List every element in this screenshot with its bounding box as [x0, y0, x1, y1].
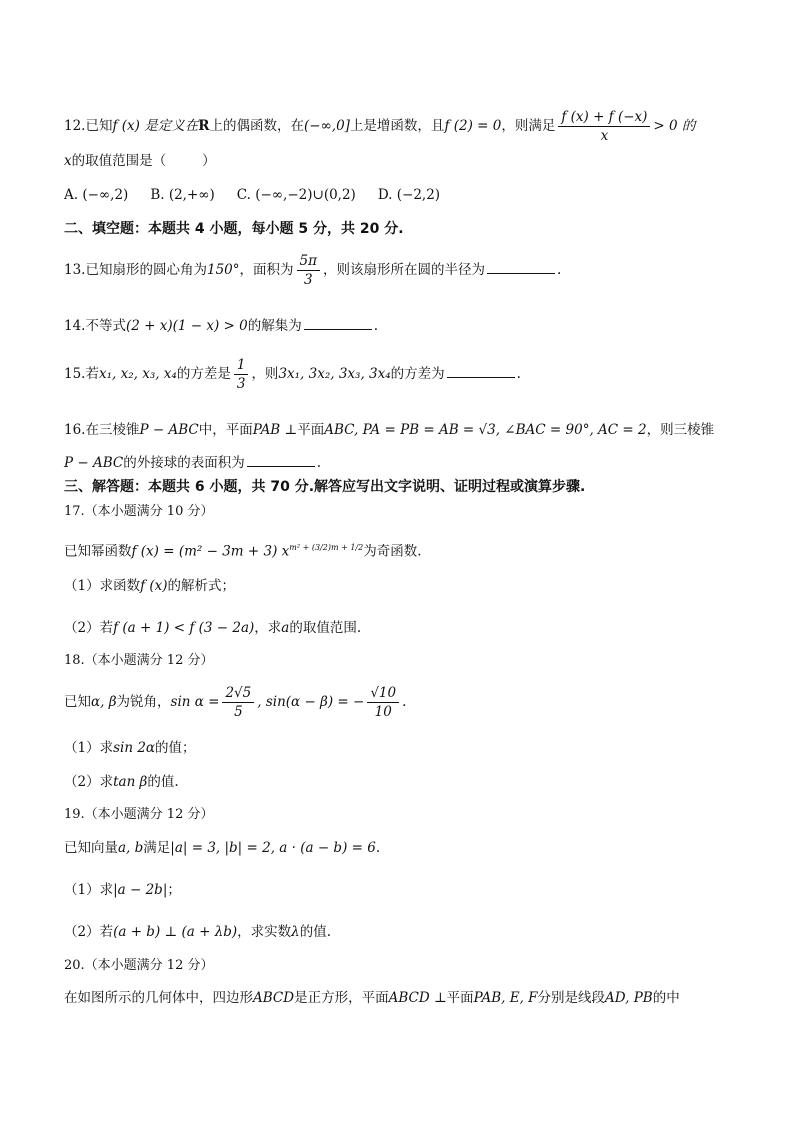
q16-text: 16.在三棱锥 — [64, 422, 140, 438]
q19-text: ； — [167, 882, 181, 898]
q17-text: 已知幂函数 — [64, 543, 132, 560]
q18-fraction-1 — [222, 684, 254, 721]
q12-math: x — [64, 153, 72, 169]
q17-text: （2）若 — [64, 620, 114, 636]
question-17-title: 17.（本小题满分 10 分） — [64, 504, 214, 519]
q16-math: P − ABC — [64, 455, 124, 471]
q17-text: 为奇函数. — [363, 543, 422, 560]
q16-math: ABC, PA = PB = AB = √3, ∠BAC = 90°, AC = 2 — [324, 422, 647, 438]
q12-text: ） — [202, 153, 216, 169]
q20-text: 平面 — [446, 990, 474, 1006]
q14-text: 的解集为 — [247, 318, 302, 334]
q18-text: （1）求 — [64, 740, 114, 756]
q13-text: ，则该扇形所在圆的半径为 — [322, 262, 485, 278]
q19-text: （1）求 — [64, 882, 114, 898]
section-3-heading: 三、解答题：本题共 6 小题，共 70 分.解答应写出文字说明、证明过程或演算步骤. — [64, 479, 586, 495]
q12-text: ，则满足 — [501, 118, 556, 134]
q18-text: 的值； — [155, 740, 196, 756]
q16-text: ，则三棱锥 — [646, 422, 715, 438]
q18-text: . — [402, 694, 407, 710]
q18-text: 已知 — [64, 694, 91, 710]
q18-math: sin α = — [170, 694, 220, 710]
q18-text: 为锐角， — [116, 694, 171, 710]
question-20-stem — [64, 988, 732, 1008]
q15-text: 15.若 — [64, 366, 99, 382]
fraction-numerator: 1 — [234, 356, 249, 375]
question-19-title: 19.（本小题满分 12 分） — [64, 807, 214, 822]
q15-text: 的方差为 — [390, 366, 445, 382]
q17-text: ，求 — [254, 620, 282, 636]
q20-math: ABCD ⊥ — [388, 990, 447, 1006]
q20-text: 的中 — [652, 990, 680, 1006]
q16-text: 中，平面 — [198, 422, 253, 438]
q12-math: f (x) 是定义在 — [112, 118, 199, 134]
fraction-denominator: x — [600, 128, 609, 144]
q19-math: |a − 2b| — [113, 882, 168, 898]
question-12-line-1 — [64, 108, 732, 148]
question-19-part-1 — [64, 880, 732, 900]
answer-blank — [247, 452, 315, 467]
fraction-numerator: 5π — [297, 252, 320, 271]
fraction-denominator: 5 — [234, 704, 243, 720]
q15-text: ，则 — [251, 366, 279, 382]
q16-text: 的外接球的表面积为 — [123, 455, 245, 471]
q18-math: tan β — [113, 774, 148, 790]
q17-math: a — [281, 620, 290, 636]
q19-math: (a + b) ⊥ (a + λb) — [113, 924, 238, 940]
question-18-part-2 — [64, 772, 732, 792]
question-16-line-1 — [64, 420, 732, 440]
answer-blank — [447, 363, 515, 378]
q16-math: P − ABC — [139, 422, 199, 438]
q19-math: |a| = 3, |b| = 2, a · (a − b) = 6 — [170, 840, 376, 856]
q15-text: . — [516, 366, 521, 382]
q19-text: . — [375, 840, 381, 856]
question-13 — [64, 252, 732, 289]
q12-math-r: R — [198, 118, 210, 134]
question-19-stem — [64, 838, 732, 858]
q19-text: 的值. — [299, 924, 332, 940]
q20-text: 分别是线段 — [537, 990, 606, 1006]
fraction-denominator: 3 — [236, 376, 246, 392]
question-15 — [64, 356, 732, 393]
q12-text: 的取值范围是（ — [71, 153, 167, 169]
q17-text: 的取值范围. — [289, 620, 362, 636]
q14-text: . — [373, 318, 379, 334]
q15-math: x₁, x₂, x₃, x₄ — [98, 366, 177, 382]
q18-text: （2）求 — [64, 774, 114, 790]
section-2-heading: 二、填空题：本题共 4 小题，每小题 5 分，共 20 分. — [64, 221, 404, 237]
question-19-part-2 — [64, 922, 732, 942]
answer-blank — [487, 259, 555, 274]
question-18-title: 18.（本小题满分 12 分） — [64, 653, 214, 668]
choice-d: D. (−2,2) — [377, 187, 441, 203]
choice-c: C. (−∞,−2)∪(0,2) — [236, 187, 356, 203]
q17-math: f (x) — [140, 578, 168, 594]
q13-text: . — [556, 262, 562, 278]
q17-text: （1）求函数 — [64, 578, 141, 594]
q12-math: (−∞,0] — [303, 118, 350, 134]
question-12-line-2 — [64, 151, 732, 171]
q19-math: λ — [291, 924, 300, 940]
q12-fraction — [558, 108, 650, 145]
choice-a: A. (−∞,2) — [64, 187, 129, 203]
q20-math: ABCD — [253, 990, 295, 1006]
q19-text: （2）若 — [64, 924, 114, 940]
q13-math: 150° — [206, 262, 240, 278]
fraction-numerator: f (x) + f (−x) — [558, 108, 650, 127]
q14-math: (2 + x)(1 − x) > 0 — [125, 318, 248, 334]
q20-math: PAB, E, F — [473, 990, 538, 1006]
q19-text: 满足 — [143, 840, 171, 856]
q20-math: AD, PB — [605, 990, 653, 1006]
q17-text: 的解析式； — [167, 578, 236, 594]
answer-blank — [304, 315, 372, 330]
question-20-title: 20.（本小题满分 12 分） — [64, 958, 214, 973]
q18-text: 的值. — [147, 774, 179, 790]
fraction-numerator: √10 — [367, 684, 399, 703]
question-17-part-1 — [64, 576, 732, 596]
q15-math: 3x₁, 3x₂, 3x₃, 3x₄ — [278, 366, 391, 382]
question-16-line-2 — [64, 452, 732, 473]
choice-b: B. (2,+∞) — [150, 187, 215, 203]
q12-text: 上的偶函数，在 — [209, 118, 304, 134]
question-14 — [64, 315, 732, 336]
question-12-choices — [64, 185, 732, 205]
q15-text: 的方差是 — [176, 366, 231, 382]
q19-text: ，求实数 — [237, 924, 292, 940]
q14-text: 14.不等式 — [64, 318, 126, 334]
q18-math: α, β — [91, 694, 117, 710]
q12-text: 12.已知 — [64, 118, 113, 134]
q20-text: 在如图所示的几何体中，四边形 — [64, 990, 253, 1006]
q15-fraction — [234, 356, 249, 393]
fraction-denominator: 10 — [374, 704, 392, 720]
question-17-stem — [64, 538, 732, 562]
q13-fraction — [297, 252, 320, 289]
q12-math: > 0 的 — [653, 118, 696, 134]
question-18-part-1 — [64, 738, 732, 758]
q19-math: a, b — [118, 840, 144, 856]
fraction-numerator: 2√5 — [222, 684, 254, 703]
q16-text: 平面 — [297, 422, 325, 438]
q16-text: . — [316, 455, 322, 471]
fraction-denominator: 3 — [303, 272, 313, 288]
q13-text: ，面积为 — [239, 262, 294, 278]
q18-fraction-2 — [367, 684, 399, 721]
question-17-part-2 — [64, 618, 732, 638]
question-18-stem — [64, 684, 732, 721]
q17-math: f (x) = (m² − 3m + 3) x — [131, 543, 290, 560]
q17-exponent: m² + (3/2)m + 1/2 — [289, 543, 364, 552]
q12-text: 上是增函数，且 — [349, 118, 445, 134]
q17-math: f (a + 1) < f (3 − 2a) — [113, 620, 255, 636]
q20-text: 是正方形，平面 — [294, 990, 389, 1006]
q18-math: , sin(α − β) = − — [257, 694, 365, 710]
q18-math: sin 2α — [113, 740, 156, 756]
q19-text: 已知向量 — [64, 840, 118, 856]
q13-text: 13.已知扇形的圆心角为 — [64, 262, 207, 278]
q12-math: f (2) = 0 — [444, 118, 502, 134]
q16-math: PAB ⊥ — [252, 422, 298, 438]
